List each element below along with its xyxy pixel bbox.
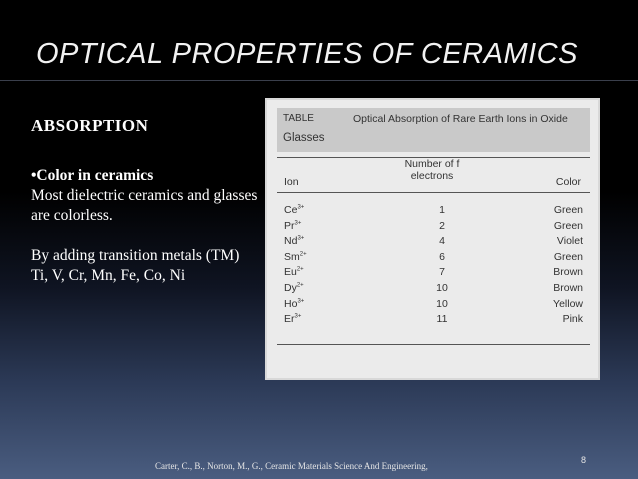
table-label: TABLE xyxy=(283,113,314,124)
table-row xyxy=(277,220,590,232)
body-text-colorless: Most dielectric ceramics and glasses are colorless. xyxy=(31,187,258,224)
table-row xyxy=(277,298,590,310)
color-cell: Green xyxy=(553,250,583,263)
slide-body xyxy=(31,116,261,286)
table-row xyxy=(277,282,590,294)
bullet-text: •Color in ceramics xyxy=(31,167,154,184)
color-cell: Brown xyxy=(553,266,583,279)
slide-title: OPTICAL PROPERTIES OF CERAMICS xyxy=(36,38,578,70)
ion-cell: $Dy^{2+}$ xyxy=(284,282,304,294)
color-cell: Brown xyxy=(553,282,583,294)
ion-cell: $Sm^{2+}$ xyxy=(284,250,307,263)
electron-count-cell: 6 xyxy=(439,250,445,263)
table-bottom-rule xyxy=(277,344,590,345)
ion-cell: $Pr^{3+}$ xyxy=(284,219,302,232)
electron-count-cell: 1 xyxy=(439,204,445,216)
table-header-band xyxy=(277,108,590,152)
color-cell: Green xyxy=(553,219,583,232)
color-cell: Pink xyxy=(562,313,583,326)
ion-cell: $Ce^{3+}$ xyxy=(284,204,305,216)
rare-earth-table-figure xyxy=(265,98,600,380)
table-title: Optical Absorption of Rare Earth Ions in Oxide xyxy=(353,113,568,125)
table-row xyxy=(277,266,590,278)
body-text-transition-metals: By adding transition metals (TM) xyxy=(31,247,240,264)
electron-count-cell: 4 xyxy=(439,235,445,248)
body-text-metal-list: Ti, V, Cr, Mn, Fe, Co, Ni xyxy=(31,267,186,284)
page-number: 8 xyxy=(581,455,587,465)
table-row xyxy=(277,204,590,216)
color-cell: Yellow xyxy=(553,297,583,310)
electron-count-cell: 10 xyxy=(436,282,448,294)
color-cell: Green xyxy=(553,204,583,216)
title-divider xyxy=(0,80,638,81)
table-header-rule xyxy=(277,192,590,193)
ion-cell: $Ho^{3+}$ xyxy=(284,297,305,310)
table-row xyxy=(277,313,590,325)
table-row xyxy=(277,251,590,263)
table-row xyxy=(277,235,590,247)
section-heading: ABSORPTION xyxy=(31,116,149,135)
column-header-electrons: Number of f electrons xyxy=(404,158,460,182)
ion-cell: $Eu^{2+}$ xyxy=(284,266,304,279)
ion-cell: $Nd^{3+}$ xyxy=(284,235,305,248)
ion-cell: $Er^{3+}$ xyxy=(284,313,302,326)
citation: Carter, C., B., Norton, M., G., Ceramic Materials Science And Engineering, xyxy=(155,461,428,471)
column-header-ion: Ion xyxy=(284,176,299,188)
electron-count-cell: 7 xyxy=(439,266,445,279)
electron-count-cell: 11 xyxy=(436,313,448,326)
column-header-color: Color xyxy=(555,176,581,188)
electron-count-cell: 2 xyxy=(439,219,445,232)
color-cell: Violet xyxy=(556,235,583,248)
table-title-continued: Glasses xyxy=(283,132,325,144)
electron-count-cell: 10 xyxy=(436,297,448,310)
